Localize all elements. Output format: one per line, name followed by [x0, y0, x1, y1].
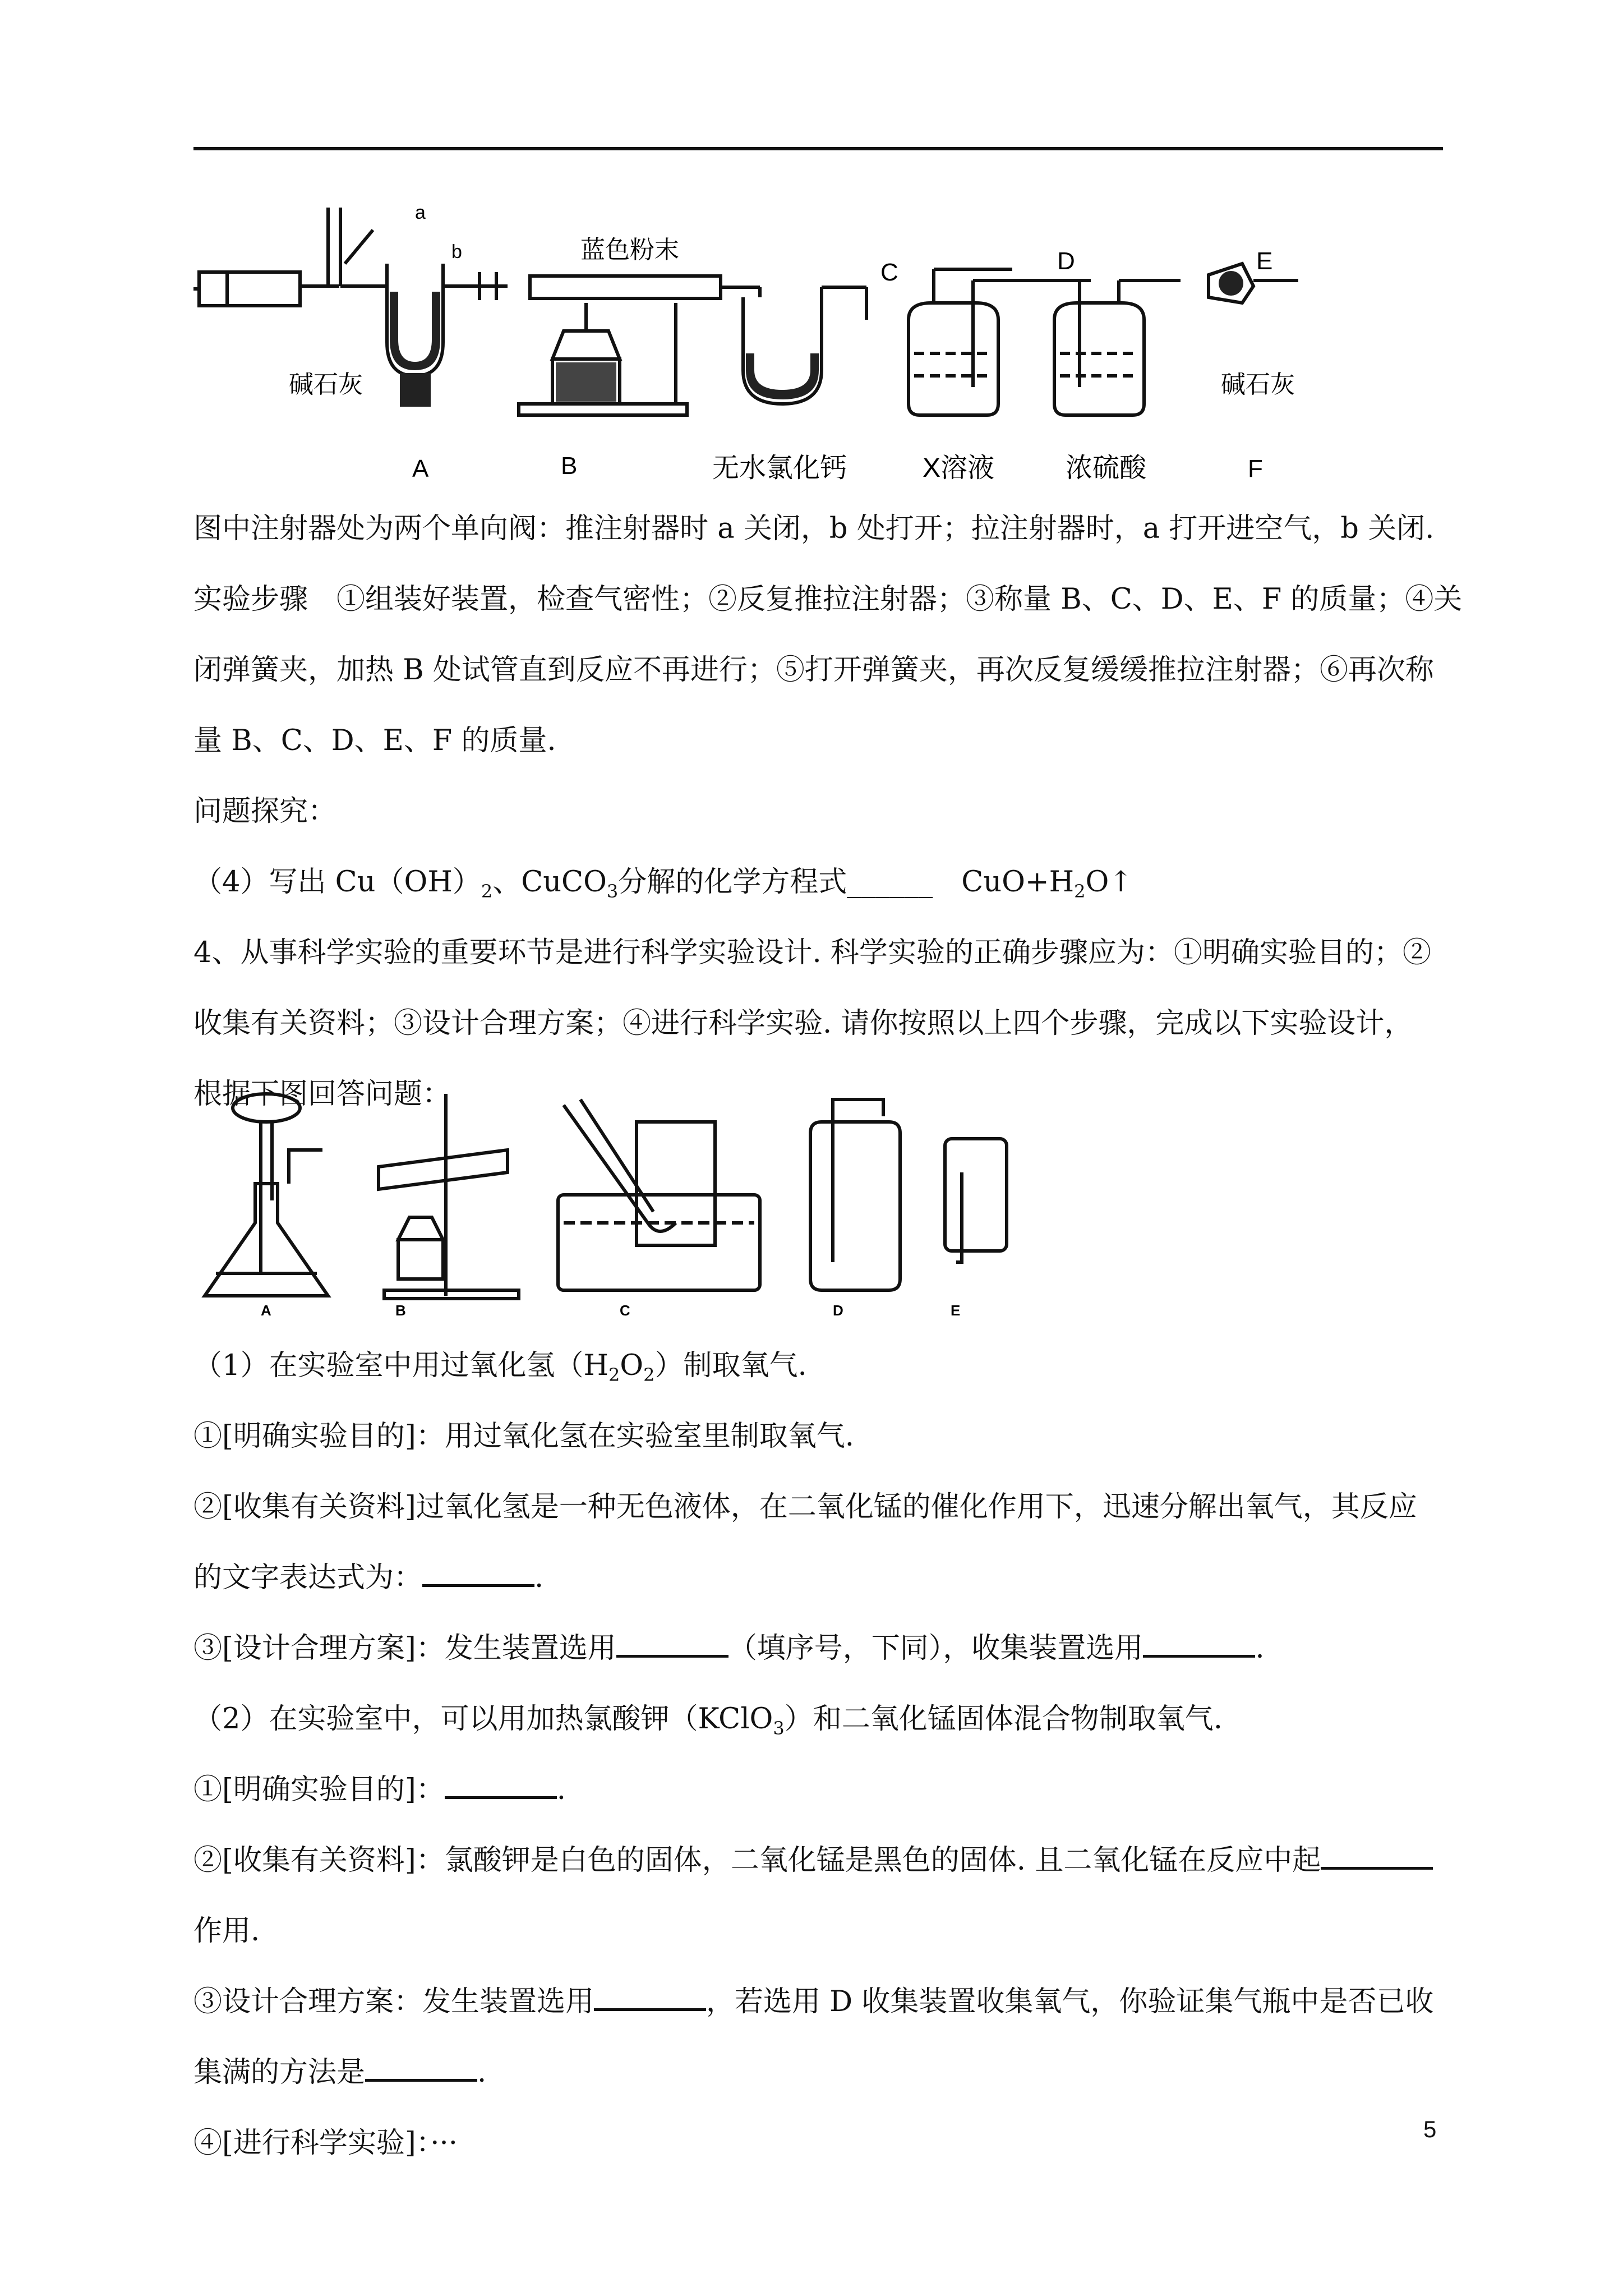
syringe-icon [199, 272, 300, 306]
q2-info-line-2: 作用. [193, 1915, 260, 1948]
label-cacl2: 无水氯化钙 [712, 453, 847, 483]
label-A: A [412, 455, 429, 482]
fig2-label-B: B [395, 1302, 406, 1319]
q2-design-line-1: ③设计合理方案：发生装置选用 ，若选用 D 收集装置收集氧气，你验证集气瓶中是否已收 [193, 1967, 1443, 2037]
label-soda-lime-left: 碱石灰 [289, 371, 363, 398]
inverted-bottle-apparatus-e-icon [945, 1139, 1007, 1262]
flask-apparatus-a-icon [205, 1094, 328, 1296]
valve-description: 图中注射器处为两个单向阀：推注射器时 a 关闭，b 处打开；拉注射器时，a 打开进空气，b 关闭. [193, 512, 1435, 545]
fig2-label-A: A [261, 1302, 271, 1319]
header-rule [193, 147, 1443, 150]
bottle-h2so4-icon [1054, 303, 1144, 415]
label-E: E [1256, 247, 1273, 275]
answer-blank[interactable] [445, 1770, 557, 1799]
section-4-line-2: 收集有关资料；③设计合理方案；④进行科学实验. 请你按照以上四个步骤，完成以下实验设计， [193, 1007, 1413, 1040]
steps-line-1: 实验步骤 ①组装好装置，检查气密性；②反复推拉注射器；③称量 B、C、D、E、F 的质量；④关 [193, 583, 1463, 616]
label-a: a [415, 202, 426, 223]
bottle-x-solution-icon [909, 303, 998, 415]
q1-info-line-2: 的文字表达式为： . [193, 1543, 1443, 1613]
problem-heading: 问题探究： [193, 795, 337, 828]
water-trough-apparatus-c-icon [558, 1099, 760, 1290]
apparatus-figure-2 [193, 1088, 1113, 1324]
heated-tube-b-icon [530, 276, 721, 298]
heated-tube-apparatus-b-icon [379, 1094, 519, 1299]
label-blue-powder: 蓝色粉末 [580, 236, 679, 264]
label-B: B [561, 452, 578, 480]
apparatus-figure-1 [193, 191, 1315, 494]
q1-title: （1）在实验室中用过氧化氢$(H_2O_2)$制取氧气. [193, 1349, 807, 1386]
gas-bottle-apparatus-d-icon [810, 1099, 900, 1290]
q1-info-line-1: ②[收集有关资料]过氧化氢是一种无色液体，在二氧化锰的催化作用下，迅速分解出氧气，其反应 [193, 1490, 1417, 1524]
steps-line-3: 量 B、C、D、E、F 的质量. [193, 724, 556, 757]
q1-purpose: ①[明确实验目的]：用过氧化氢在实验室里制取氧气. [193, 1420, 855, 1453]
answer-blank[interactable] [365, 2053, 477, 2082]
q2-purpose: ①[明确实验目的]： . [193, 1755, 1443, 1825]
fig2-label-D: D [833, 1302, 843, 1319]
label-C: C [880, 259, 898, 286]
label-soda-lime-right: 碱石灰 [1221, 371, 1295, 398]
question-block-1 [193, 494, 1463, 1130]
steps-line-2: 闭弹簧夹，加热 B 处试管直到反应不再进行；⑤打开弹簧夹，再次反复缓缓推拉注射器；⑥再次称 [193, 654, 1434, 687]
q2-info-line-1: ②[收集有关资料]：氯酸钾是白色的固体，二氧化锰是黑色的固体. 且二氧化锰在反应中起 [193, 1825, 1443, 1896]
alcohol-lamp-icon [552, 331, 620, 359]
label-h2so4: 浓硫酸 [1066, 453, 1147, 483]
question-4: （4）写出 $Cu(OH)_2$、CuCO$_3$分解的化学方程式______ $CuO+H_2O↑$ [193, 866, 1133, 903]
q2-design-line-2: 集满的方法是 . [193, 2037, 1443, 2108]
fig2-label-C: C [620, 1302, 630, 1319]
q2-experiment: ④[进行科学实验]：··· [193, 2127, 458, 2160]
q2-title: （2）在实验室中，可以用加热氯酸钾（KClO$_3$）和二氧化锰固体混合物制取氧气. [193, 1703, 1223, 1740]
section-4-line-3: 根据下图回答问题： [193, 1078, 451, 1111]
label-F: F [1248, 455, 1263, 482]
answer-blank[interactable] [594, 1982, 706, 2011]
page-number: 5 [1423, 2116, 1437, 2142]
q1-design: ③[设计合理方案]：发生装置选用 （填序号，下同），收集装置选用 . [193, 1613, 1443, 1684]
answer-blank[interactable] [1321, 1841, 1433, 1870]
fig2-label-E: E [951, 1302, 961, 1319]
label-x-solution: X溶液 [923, 453, 995, 483]
label-D: D [1057, 247, 1075, 275]
answer-blank[interactable] [1143, 1629, 1255, 1658]
answer-blank[interactable] [616, 1629, 728, 1658]
section-4-line-1: 4、从事科学实验的重要环节是进行科学实验设计. 科学实验的正确步骤应为：①明确实验目的；② [193, 936, 1431, 969]
label-b: b [451, 241, 462, 263]
question-block-2 [193, 1331, 1443, 2179]
answer-blank[interactable] [422, 1558, 534, 1587]
